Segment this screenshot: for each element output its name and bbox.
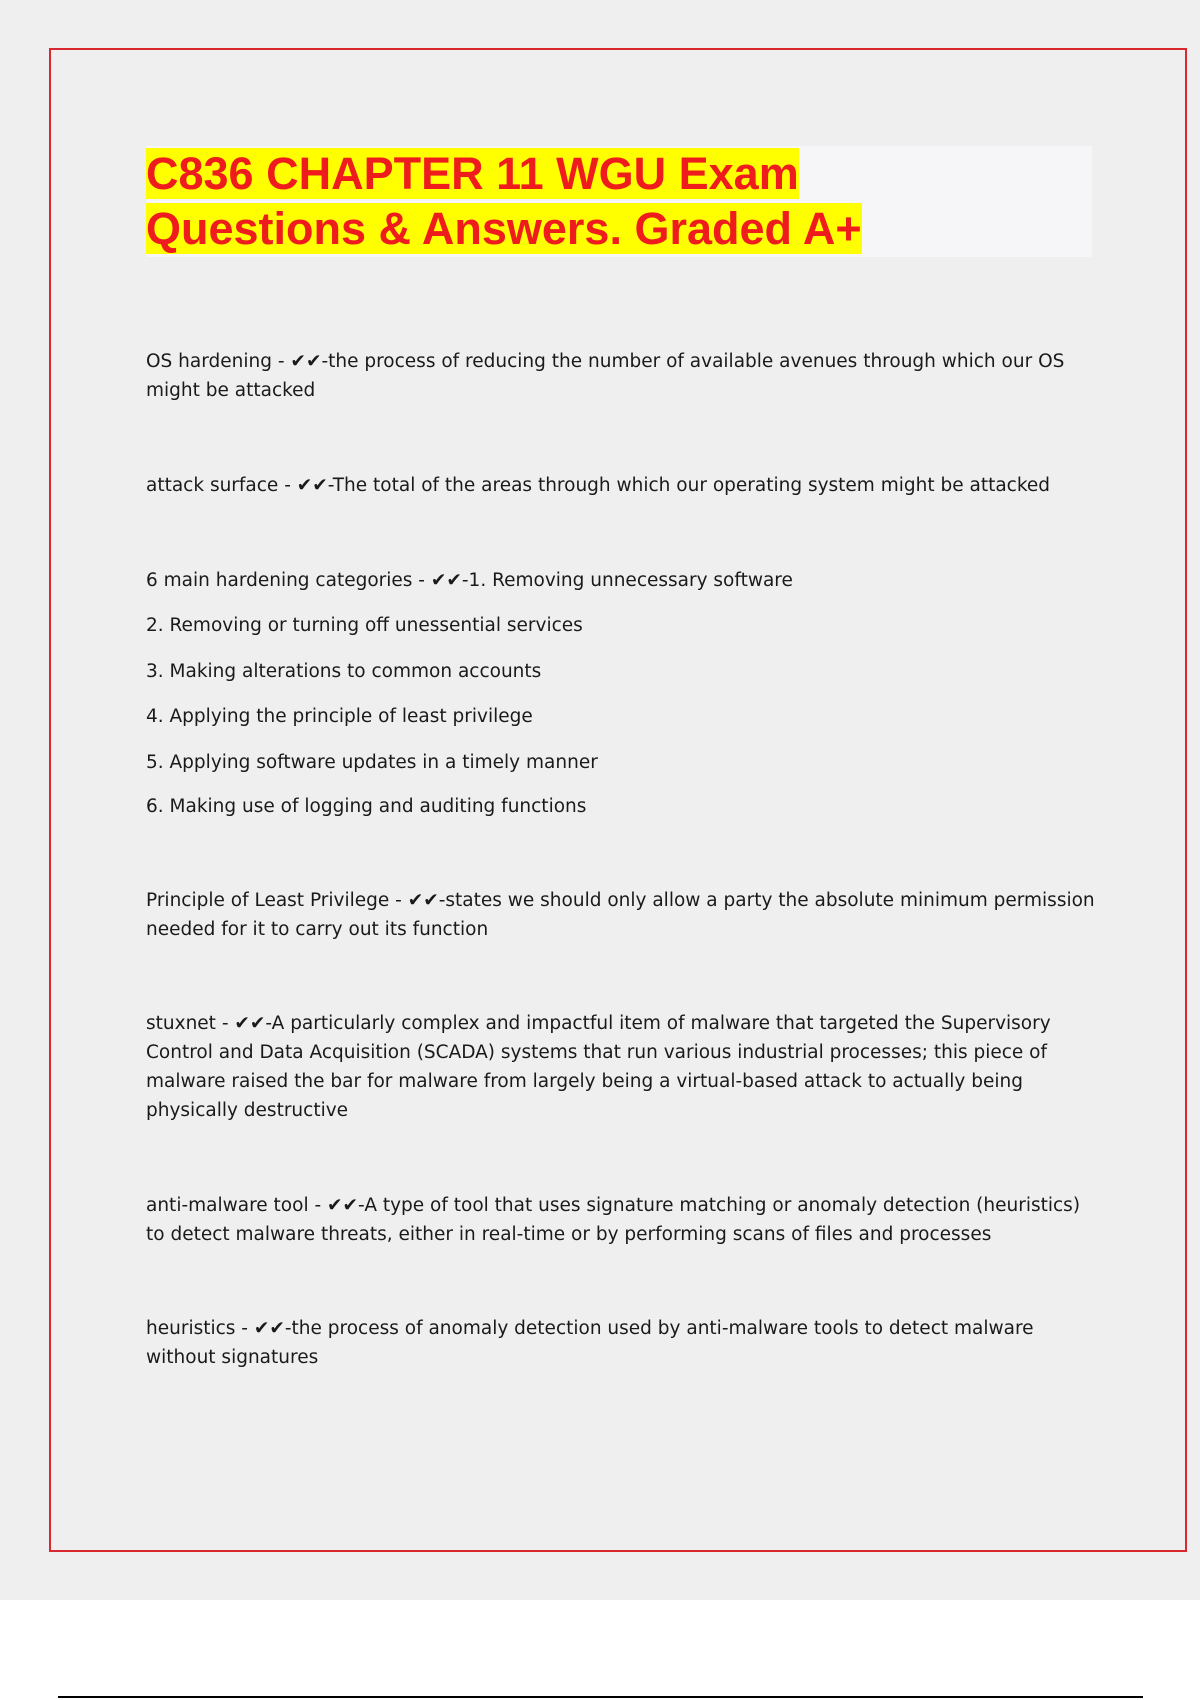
entry-definition: the process of anomaly detection used by anti-malware tools to detect malware without signatures — [146, 1318, 1034, 1368]
category-item: 3. Making alterations to common accounts — [146, 661, 542, 682]
check-separator: - ✔✔- — [215, 1013, 272, 1034]
entry-term: OS hardening — [146, 351, 272, 372]
entry-definition: The total of the areas through which our operating system might be attacked — [332, 475, 1051, 496]
check-separator: - ✔✔- — [308, 1195, 365, 1216]
entry-term: attack surface — [146, 475, 279, 496]
qa-entry-stuxnet — [146, 1009, 1096, 1125]
entry-term: heuristics — [146, 1318, 236, 1339]
entry-definition: A type of tool that uses signature matching or anomaly detection (heuristics) to detect malware threats, either in real-time or by performing scans of files and processes — [146, 1195, 1081, 1245]
entry-definition: states we should only allow a party the absolute minimum permission needed for it to carry out its function — [146, 890, 1095, 940]
category-item: 4. Applying the principle of least privilege — [146, 706, 533, 727]
check-separator: - ✔✔- — [278, 475, 333, 496]
check-separator: - ✔✔- — [389, 890, 446, 911]
check-separator: - ✔✔- — [272, 351, 329, 372]
title-line-2: Questions & Answers. Graded A+ — [146, 203, 862, 254]
category-item: 2. Removing or turning off unessential services — [146, 615, 583, 636]
entry-definition: the process of reducing the number of available avenues through which our OS might be attacked — [146, 351, 1065, 401]
check-separator: - ✔✔- — [412, 570, 469, 591]
entry-definition: A particularly complex and impactful item of malware that targeted the Supervisory Control and Data Acquisition (SCADA) systems that run various industrial processes; this piece of malware raised the bar for malware from largely being a virtual-based attack to actually being physically destructive — [146, 1013, 1051, 1121]
category-item: 6. Making use of logging and auditing functions — [146, 796, 587, 817]
entry-term: Principle of Least Privilege — [146, 890, 390, 911]
check-separator: - ✔✔- — [235, 1318, 292, 1339]
qa-entry-os-hardening — [146, 347, 1096, 405]
qa-entry-least-privilege — [146, 886, 1096, 944]
title-line-1: C836 CHAPTER 11 WGU Exam — [146, 148, 799, 199]
qa-entry-anti-malware-tool — [146, 1191, 1096, 1249]
page-divider-line — [58, 1696, 1143, 1698]
document-title — [146, 146, 1092, 256]
entry-term: stuxnet — [146, 1013, 216, 1034]
title-block — [146, 146, 1092, 257]
qa-entry-hardening-categories — [146, 566, 1096, 595]
entry-term: anti-malware tool — [146, 1195, 309, 1216]
qa-entry-heuristics — [146, 1314, 1096, 1372]
qa-entry-attack-surface — [146, 471, 1096, 500]
entry-term: 6 main hardening categories — [146, 570, 413, 591]
entry-definition: 1. Removing unnecessary software — [468, 570, 793, 591]
category-item: 5. Applying software updates in a timely manner — [146, 752, 598, 773]
